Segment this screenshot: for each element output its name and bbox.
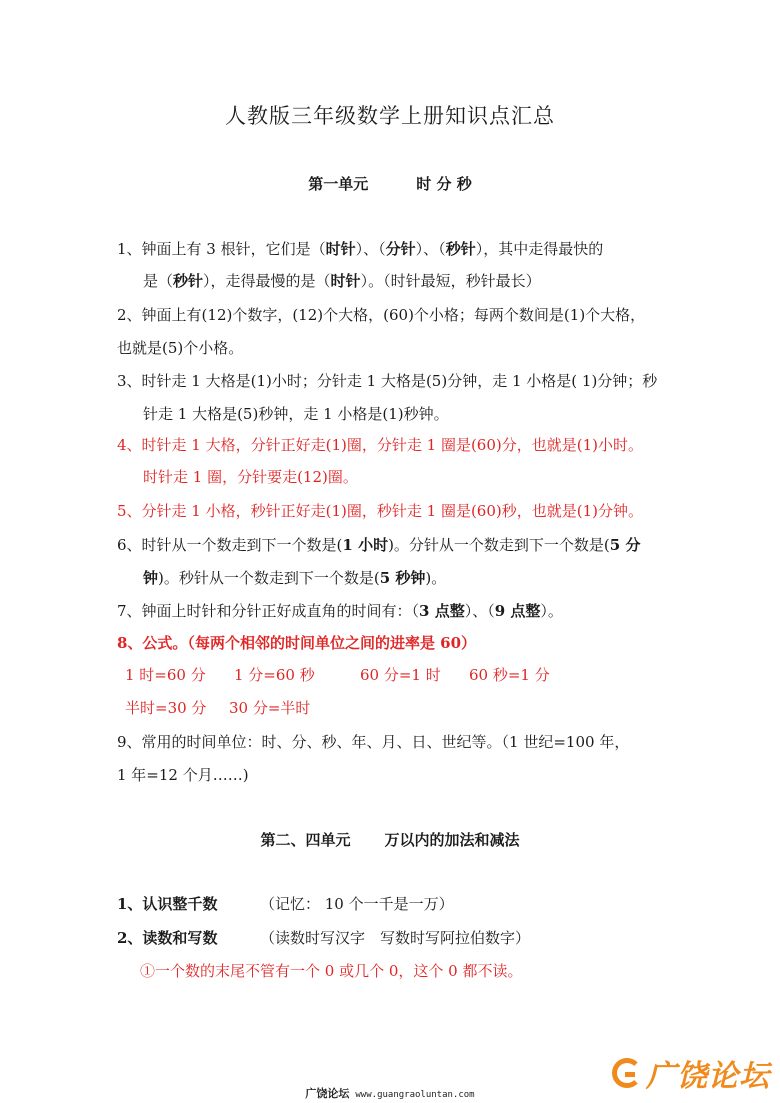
text: ），其中走得最快的 — [475, 240, 604, 258]
item-9-line-2: 1 年=12 个月……) — [117, 766, 249, 784]
item-3-line-2: 针走 1 大格是(5)秒钟，走 1 小格是(1)秒钟。 — [143, 405, 449, 423]
item-note: （记忆： 10 个一千是一万） — [260, 895, 454, 913]
unit-2-item-2 — [117, 927, 530, 948]
answer: 5 秒钟 — [379, 569, 426, 587]
answer: 时针 — [330, 272, 361, 290]
text: ）、（ — [355, 240, 386, 258]
text: ）。（时针最短，秒针最长） — [360, 272, 541, 290]
formula: 30 分=半时 — [229, 699, 311, 717]
item-6-line-2 — [143, 567, 446, 588]
text: )。秒针从一个数走到下一个数是( — [158, 569, 380, 587]
item-9-line-1: 9、常用的时间单位：时、分、秒、年、月、日、世纪等。（1 世纪=100 年， — [117, 733, 630, 751]
text: ），走得最慢的是（ — [203, 272, 331, 290]
answer: 3 点整 — [419, 602, 465, 620]
answer: 秒针 — [445, 240, 476, 258]
item-1-line-2 — [143, 270, 541, 291]
item-6-line-1 — [117, 534, 640, 555]
text: ）、（ — [464, 602, 495, 620]
item-label: 1、认识整千数 — [117, 895, 218, 913]
text: 是（ — [143, 272, 174, 290]
unit-1-name: 第一单元 — [308, 175, 369, 193]
item-note: （读数时写汉字 写数时写阿拉伯数字） — [260, 929, 531, 947]
item-2-line-1: 2、钟面上有(12)个数字，(12)个大格，(60)个小格；每两个数间是(1)个大格， — [117, 306, 646, 324]
footer-url[interactable]: www.guangraoluntan.com — [355, 1090, 475, 1100]
answer: 钟 — [143, 569, 159, 587]
item-5: 5、分针走 1 小格，秒针正好走(1)圈，秒针走 1 圈是(60)秒，也就是(1)分钟。 — [117, 502, 643, 520]
formula-row-2 — [125, 697, 310, 718]
formula-row-1 — [125, 664, 550, 685]
formula: 60 分=1 时 — [360, 666, 441, 684]
text: 6、时针从一个数走到下一个数是( — [117, 536, 343, 554]
unit-2-rule-1: ①一个数的末尾不管有一个 0 或几个 0，这个 0 都不读。 — [140, 962, 523, 980]
logo-text: 广饶论坛 — [646, 1059, 770, 1094]
text: )。 — [425, 569, 447, 587]
text: ）、（ — [415, 240, 446, 258]
answer: 秒针 — [173, 272, 204, 290]
item-3-line-1: 3、时针走 1 大格是(1)小时；分针走 1 大格是(5)分钟，走 1 小格是( 1)分钟；秒 — [117, 372, 658, 390]
formula: 1 分=60 秒 — [234, 666, 315, 684]
footer-site-name: 广饶论坛 — [305, 1087, 350, 1100]
unit-2-heading — [0, 829, 780, 850]
unit-2-topic: 万以内的加法和减法 — [384, 831, 520, 849]
formula: 半时=30 分 — [125, 699, 207, 717]
formula: 1 时=60 分 — [125, 666, 206, 684]
answer: 分针 — [385, 240, 416, 258]
item-7 — [117, 600, 563, 621]
item-label: 2、读数和写数 — [117, 929, 218, 947]
item-1-line-1 — [117, 238, 603, 259]
unit-1-topic: 时 分 秒 — [416, 175, 472, 193]
item-2-line-2: 也就是(5)个小格。 — [117, 339, 244, 357]
unit-2-name: 第二、四单元 — [260, 831, 351, 849]
site-logo — [612, 1050, 777, 1096]
answer: 9 点整 — [494, 602, 541, 620]
item-8-formula-heading: 8、公式。（每两个相邻的时间单位之间的进率是 60） — [117, 634, 477, 652]
answer: 时针 — [325, 240, 356, 258]
logo-g-icon — [612, 1058, 642, 1088]
answer: 5 分 — [609, 536, 641, 554]
text: 1、钟面上有 3 根针，它们是（ — [117, 240, 326, 258]
item-4-line-2: 时针走 1 圈，分针要走(12)圈。 — [143, 468, 358, 486]
item-4-line-1: 4、时针走 1 大格，分针正好走(1)圈，分针走 1 圈是(60)分，也就是(1)小时。 — [117, 436, 643, 454]
unit-2-item-1 — [117, 893, 454, 914]
answer: 1 小时 — [342, 536, 389, 554]
page-title: 人教版三年级数学上册知识点汇总 — [225, 104, 555, 128]
unit-1-heading — [0, 173, 780, 194]
text: )。分针从一个数走到下一个数是( — [388, 536, 610, 554]
formula: 60 秒=1 分 — [469, 666, 550, 684]
text: 7、钟面上时针和分针正好成直角的时间有：（ — [117, 602, 420, 620]
text: ）。 — [540, 602, 563, 620]
